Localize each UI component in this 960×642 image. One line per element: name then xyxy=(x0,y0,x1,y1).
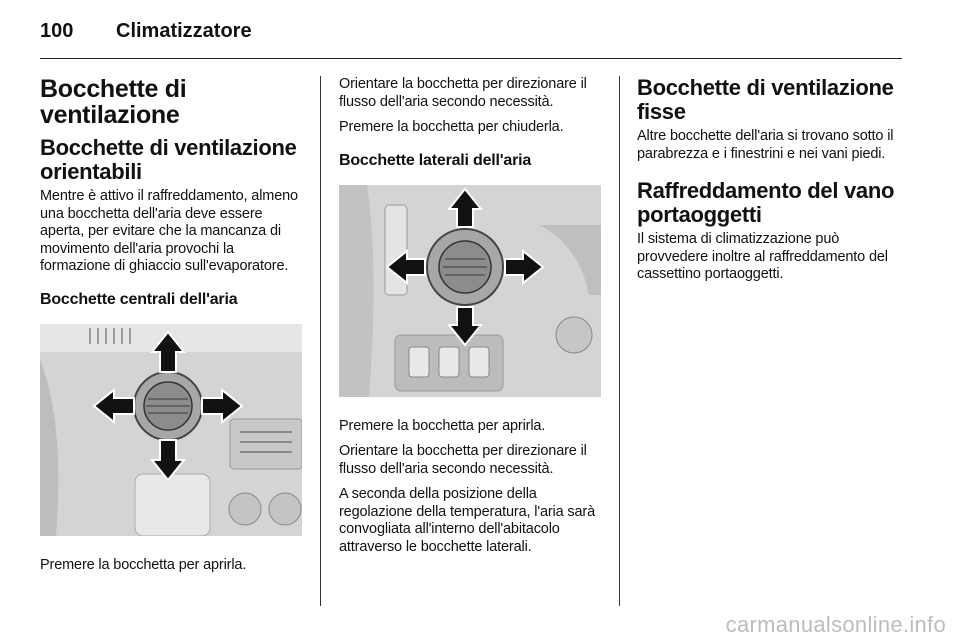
intro-paragraph: Mentre è attivo il raffreddamento, almeno una bocchetta dell'aria deve essere aperta, per evitare che la mancanza di movimento dell'aria provochi la formazione di ghiaccio sull'evaporatore. xyxy=(40,188,298,274)
side-vents-heading: Bocchette laterali dell'aria xyxy=(339,151,532,169)
column-divider xyxy=(320,76,321,606)
fixed-vents-paragraph: Altre bocchette dell'aria si trovano sotto il parabrezza e i finestrini e nei vani piedi. xyxy=(637,128,894,162)
side-vents-illustration xyxy=(339,185,601,397)
glovebox-cooling-paragraph: Il sistema di climatizzazione può provvedere inoltre al raffreddamento del cassettino portaoggetti. xyxy=(637,231,888,282)
column-2 xyxy=(339,76,605,564)
orient-paragraph-2: Orientare la bocchetta per direzionare il flusso dell'aria secondo necessità. xyxy=(339,443,587,477)
temperature-paragraph: A seconda della posizione della regolazione della temperatura, l'aria sarà convogliata all'interno dell'abitacolo attraverso le bocchette laterali. xyxy=(339,486,596,555)
figure-caption: Premere la bocchetta per aprirla. xyxy=(40,556,247,573)
page-header xyxy=(40,14,902,59)
glovebox-cooling-title: Raffreddamento del vano portaoggetti xyxy=(637,178,895,227)
orient-paragraph: Orientare la bocchetta per direzionare il flusso dell'aria secondo necessità. xyxy=(339,76,587,110)
open-paragraph: Premere la bocchetta per aprirla. xyxy=(339,417,546,434)
close-paragraph: Premere la bocchetta per chiuderla. xyxy=(339,119,564,135)
central-vents-heading: Bocchette centrali dell'aria xyxy=(40,290,238,308)
column-3 xyxy=(637,76,905,292)
fixed-vents-title: Bocchette di ventilazione fisse xyxy=(637,75,894,124)
section-title: Bocchette di ventilazione xyxy=(40,75,187,129)
subsection-title: Bocchette di ventilazione orientabili xyxy=(40,135,297,184)
central-vents-illustration xyxy=(40,324,302,536)
watermark: carmanualsonline.info xyxy=(725,612,946,637)
chapter-title: Climatizzatore xyxy=(116,20,252,42)
column-divider xyxy=(619,76,620,606)
column-1 xyxy=(40,76,304,582)
page-number: 100 xyxy=(40,20,74,42)
